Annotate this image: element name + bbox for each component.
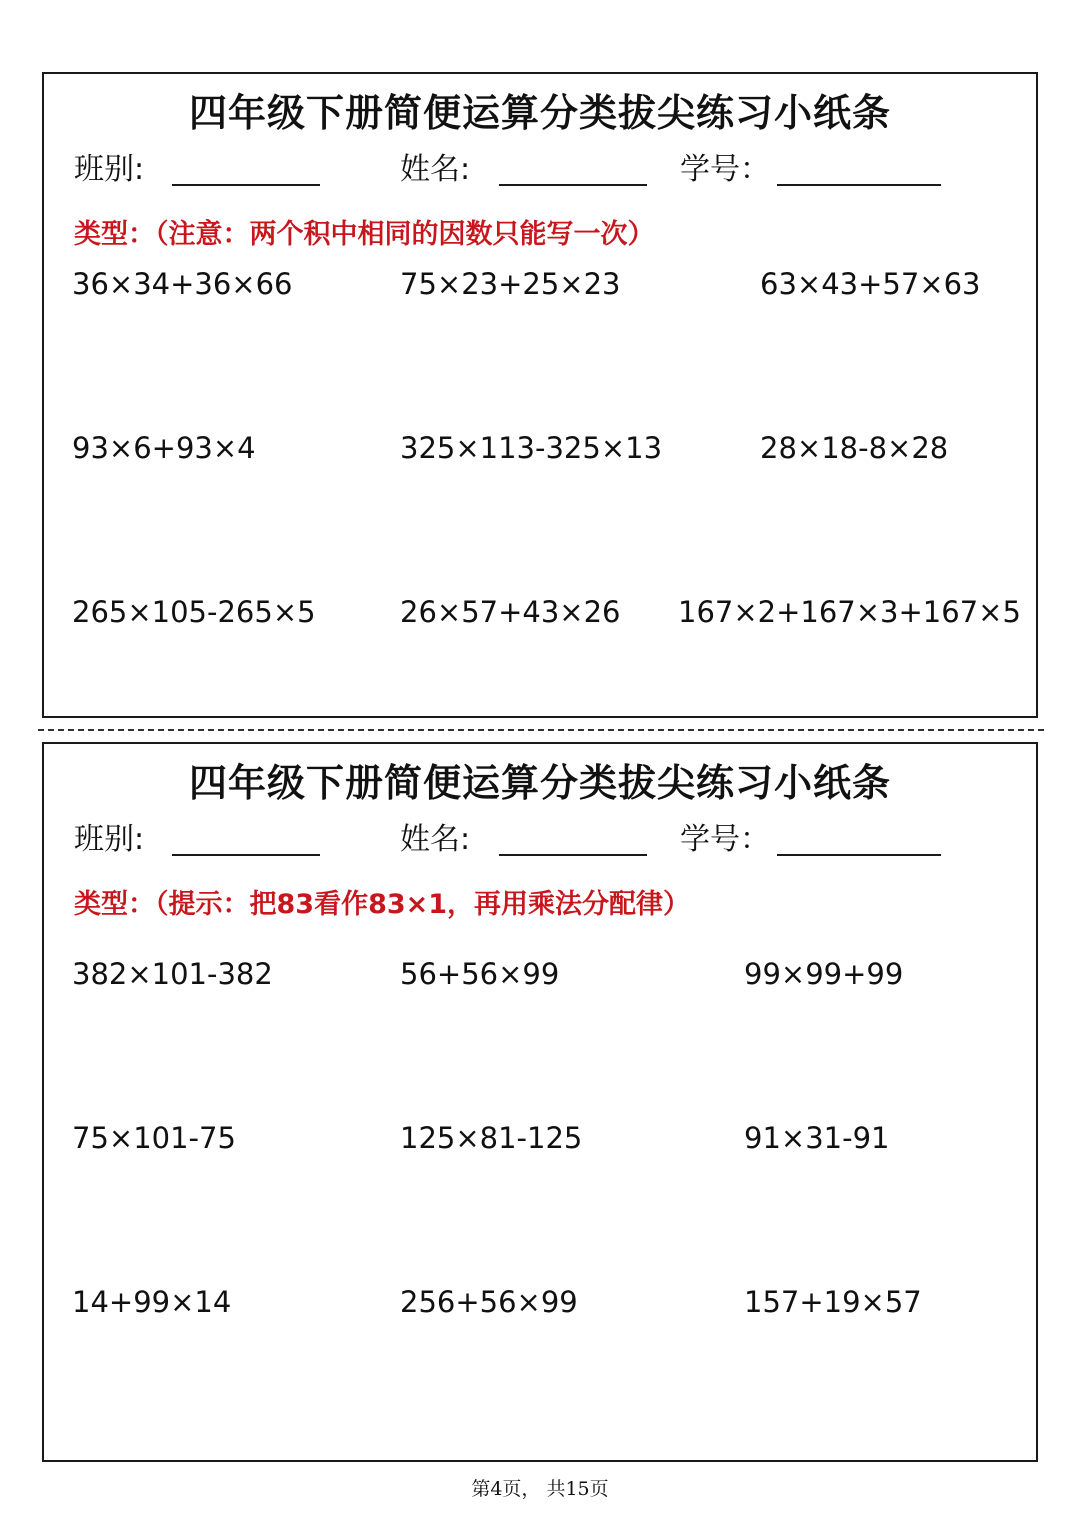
name-label: 姓名: [400, 152, 471, 187]
page-footer: 第4页， 共15页 [471, 1478, 609, 1500]
worksheet-title: 四年级下册简便运算分类拔尖练习小纸条 [188, 91, 891, 135]
problem-type-label: 类型：（提示：把83看作83×1，再用乘法分配律） [74, 889, 691, 920]
problem-item: 93×6+93×4 [72, 431, 256, 465]
student-info-row [44, 150, 1036, 190]
problem-item: 382×101-382 [72, 957, 273, 991]
problem-item: 256+56×99 [400, 1285, 578, 1319]
class-blank[interactable] [172, 854, 320, 856]
problem-item: 28×18-8×28 [760, 431, 949, 465]
problem-item: 325×113-325×13 [400, 431, 663, 465]
problem-item: 167×2+167×3+167×5 [678, 595, 1021, 629]
problem-item: 99×99+99 [744, 957, 904, 991]
worksheet-title: 四年级下册简便运算分类拔尖练习小纸条 [188, 761, 891, 805]
problem-item: 63×43+57×63 [760, 267, 981, 301]
class-blank[interactable] [172, 184, 320, 186]
class-label: 班别: [74, 822, 145, 857]
student-number-blank[interactable] [777, 854, 941, 856]
problem-item: 36×34+36×66 [72, 267, 293, 301]
name-label: 姓名: [400, 822, 471, 857]
name-blank[interactable] [499, 854, 647, 856]
student-info-row [44, 820, 1036, 860]
student-number-label: 学号： [680, 152, 770, 187]
problem-item: 91×31-91 [744, 1121, 890, 1155]
student-number-label: 学号： [680, 822, 770, 857]
problem-item: 14+99×14 [72, 1285, 232, 1319]
class-label: 班别: [74, 152, 145, 187]
name-blank[interactable] [499, 184, 647, 186]
problem-item: 265×105-265×5 [72, 595, 316, 629]
problem-item: 26×57+43×26 [400, 595, 621, 629]
problem-item: 75×101-75 [72, 1121, 236, 1155]
worksheet-card-2 [42, 742, 1038, 1462]
problem-item: 56+56×99 [400, 957, 560, 991]
worksheet-card-1 [42, 72, 1038, 718]
problem-type-label: 类型：（注意：两个积中相同的因数只能写一次） [74, 219, 655, 250]
cut-line-divider [38, 729, 1044, 731]
student-number-blank[interactable] [777, 184, 941, 186]
problem-item: 125×81-125 [400, 1121, 583, 1155]
problem-item: 157+19×57 [744, 1285, 922, 1319]
problem-item: 75×23+25×23 [400, 267, 621, 301]
